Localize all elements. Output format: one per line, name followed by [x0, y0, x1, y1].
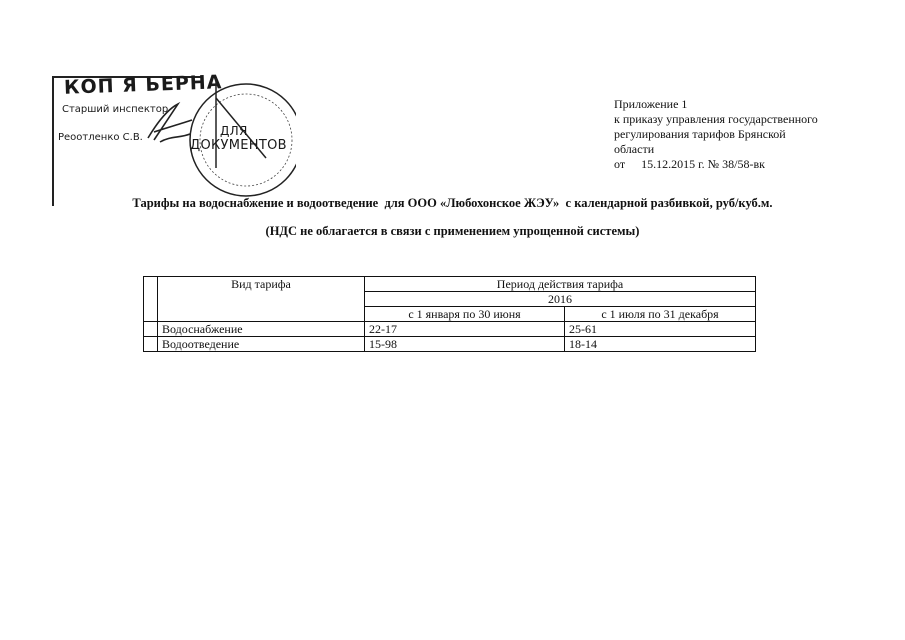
tariff-table [143, 276, 756, 352]
stamp-frame-line [52, 76, 54, 206]
inspector-title: Старший инспектор [62, 104, 169, 115]
table-cell-number [144, 322, 158, 337]
table-row [144, 322, 756, 337]
annex-line: регулирования тарифов Брянской [614, 127, 786, 141]
table-header-type: Вид тарифа [158, 277, 365, 322]
stamp-label-for: ДЛЯ [220, 124, 248, 138]
annex-line: к приказу управления государственного [614, 112, 818, 126]
document-subtitle: (НДС не облагается в связи с применением упрощенной системы) [265, 224, 640, 238]
copy-mark: КОП Я ЬЕРНА [63, 71, 223, 99]
stamp-label-documents: ДОКУМЕНТОВ [190, 138, 287, 153]
annex-ref-prefix: от [614, 157, 626, 171]
table-cell-p2: 25-61 [565, 322, 756, 337]
copy-stamp [48, 70, 308, 210]
table-row [144, 337, 756, 352]
table-header-number [144, 277, 158, 322]
annex-header [614, 97, 874, 172]
table-header-period-1: с 1 января по 30 июня [365, 307, 565, 322]
table-cell-name: Водоснабжение [158, 322, 365, 337]
table-cell-p1: 22-17 [365, 322, 565, 337]
table-cell-number [144, 337, 158, 352]
annex-ref-number: № 38/58-вк [707, 157, 765, 171]
table-header-period-2: с 1 июля по 31 декабря [565, 307, 756, 322]
table-header-row [144, 277, 756, 292]
table-header-period: Период действия тарифа [365, 277, 756, 292]
inspector-name: Реоотленко С.В. [58, 132, 143, 143]
document-title: Тарифы на водоснабжение и водоотведение для ООО «Любохонское ЖЭУ» с календарной разбивкой, руб/куб.м. [132, 196, 773, 210]
table-cell-p1: 15-98 [365, 337, 565, 352]
table-header-year: 2016 [365, 292, 756, 307]
annex-line: Приложение 1 [614, 97, 688, 111]
annex-line: области [614, 142, 655, 156]
table-cell-name: Водоотведение [158, 337, 365, 352]
annex-reference [614, 157, 874, 172]
annex-ref-date: 15.12.2015 г. [641, 157, 705, 171]
table-cell-p2: 18-14 [565, 337, 756, 352]
